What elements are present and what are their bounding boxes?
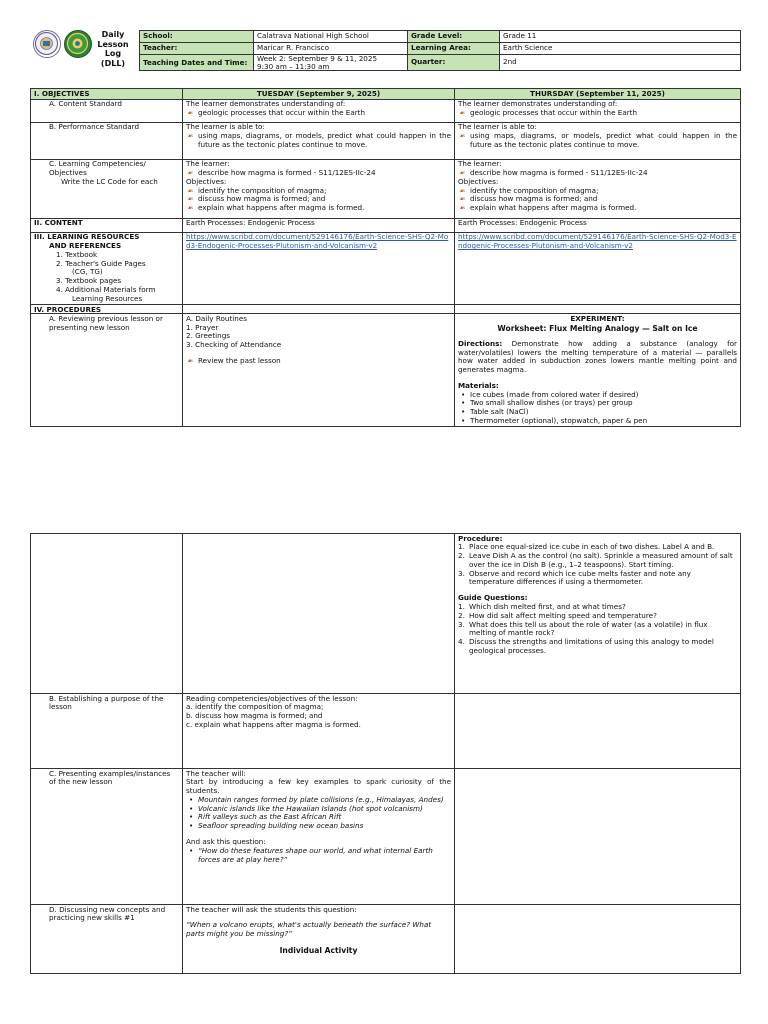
materials-label: Materials: xyxy=(458,380,499,390)
routine-item: A. Daily Routines xyxy=(186,313,247,323)
resource-link[interactable]: https://www.scribd.com/document/529146176/Earth-Science-SHS-Q2-Mod3-Endogenic-Processes-Plutonism-and-Volcanism-v2 xyxy=(458,232,737,251)
procedure-step-text: Observe and record which ice cube melts faster and note any temperature differences if using a thermometer. xyxy=(469,568,691,587)
teacher-label: Teacher: xyxy=(140,43,254,55)
learning-area-label: Learning Area: xyxy=(408,43,500,55)
routine-item: 3. Checking of Attendance xyxy=(186,340,282,350)
examples-intro-text: Start by introducing a few key examples to spark curiosity of the students. xyxy=(186,777,451,796)
procedure-step-text: Place one equal-sized ice cube in each of two dishes. Label A and B. xyxy=(469,542,715,552)
school-value: Calatrava National High School xyxy=(254,31,408,43)
procedures-thursday-blank xyxy=(455,305,741,314)
purpose-item: c. explain what happens after magma is formed. xyxy=(186,719,361,729)
discussion-question: • “How do these features shape our world, and what internal Earth forces are at play here?” xyxy=(186,847,451,865)
content-thursday: Earth Processes: Endogenic Process xyxy=(455,218,741,232)
example-item: • Seafloor spreading building new ocean basins xyxy=(186,822,451,831)
examples-intro: The teacher will: xyxy=(186,768,246,778)
establishing-purpose-tuesday xyxy=(183,694,455,769)
ask-question-intro: And ask this question: xyxy=(186,836,266,846)
learning-competencies-label xyxy=(31,159,183,218)
grade-level-label: Grade Level: xyxy=(408,31,500,43)
material-item: • Table salt (NaCl) xyxy=(458,408,737,417)
teacher-value: Maricar R. Francisco xyxy=(254,43,408,55)
thursday-heading: THURSDAY (September 11, 2025) xyxy=(455,89,741,100)
performance-standard-label: B. Performance Standard xyxy=(31,122,183,159)
discussing-concepts-tuesday xyxy=(183,905,455,974)
presenting-examples-label: C. Presenting examples/instances of the new lesson xyxy=(31,769,183,905)
resource-item: 4. Additional Materials form xyxy=(56,284,156,294)
guide-question: 4. Discuss the strengths and limitations of using this analogy to model geological processes. xyxy=(458,638,737,656)
cs-intro: The learner demonstrates understanding of: xyxy=(186,99,346,109)
learning-competencies-thursday xyxy=(455,159,741,218)
directions-paragraph xyxy=(458,340,737,375)
objective-item: ☙ identify the composition of magma; xyxy=(458,187,737,196)
ps-item: ☙ using maps, diagrams, or models, predict what could happen in the future as the tectonic plates continue to move. xyxy=(458,132,737,150)
guide-question-text: Which dish melted first, and at what times? xyxy=(469,601,626,611)
discussion-intro: The teacher will ask the students this question: xyxy=(186,904,357,914)
procedures-heading: IV. PROCEDURES xyxy=(31,305,183,314)
resources-heading-line: AND REFERENCES xyxy=(49,241,122,251)
dll-main-table-page1 xyxy=(30,88,741,427)
procedure-step-text: Leave Dish A as the control (no salt). Sprinkle a measured amount of salt over the ice in Dish B (e.g., 1–2 teaspoons). Start timing. xyxy=(469,551,733,569)
resource-item: (CG, TG) xyxy=(72,267,103,277)
objectives-heading: I. OBJECTIVES xyxy=(31,89,183,100)
objectives-label: Objectives: xyxy=(458,176,499,186)
procedure-step: 1. Place one equal-sized ice cube in each of two dishes. Label A and B. xyxy=(458,542,715,552)
guide-question-text: What does this tell us about the role of water (as a volatile) in flux melting of mantle rock? xyxy=(469,619,708,638)
teaching-dates-value xyxy=(254,55,408,71)
example-item: • Rift valleys such as the East African Rift xyxy=(186,813,451,822)
performance-standard-tuesday xyxy=(183,122,455,159)
experiment-continuation xyxy=(455,534,741,694)
objective-item: ☙ explain what happens after magma is formed. xyxy=(458,204,737,213)
directions-text: Demonstrate how adding a substance (analogy for water/volatiles) lowers the melting temperature of a material — parallels how water added in subduction zones lowers mantle melting point and generates magma. xyxy=(458,338,737,375)
dll-title-line: Lesson xyxy=(97,39,129,49)
ps-intro: The learner is able to: xyxy=(458,122,537,132)
resources-heading-line: III. LEARNING RESOURCES xyxy=(34,232,140,242)
cs-intro: The learner demonstrates understanding of: xyxy=(458,99,618,109)
deped-seal-logo xyxy=(33,30,61,58)
ps-item: ☙ using maps, diagrams, or models, predict what could happen in the future as the tectonic plates continue to move. xyxy=(186,132,451,150)
tuesday-heading: TUESDAY (September 9, 2025) xyxy=(183,89,455,100)
content-heading: II. CONTENT xyxy=(31,218,183,232)
lc-intro: The learner: xyxy=(458,159,502,169)
example-item: • Mountain ranges formed by plate collisions (e.g., Himalayas, Andes) xyxy=(186,796,451,805)
guide-question: 3. What does this tell us about the role of water (as a volatile) in flux melting of mantle rock? xyxy=(458,621,737,639)
experiment-title: EXPERIMENT: xyxy=(570,313,625,323)
resource-item: 3. Textbook pages xyxy=(56,276,122,286)
objective-item: ☙ explain what happens after magma is formed. xyxy=(186,204,451,213)
performance-standard-thursday xyxy=(455,122,741,159)
dll-title-line: (DLL) xyxy=(100,58,126,68)
learning-area-value: Earth Science xyxy=(500,43,741,55)
guide-question-text: Discuss the strengths and limitations of using this analogy to model geological processes. xyxy=(469,637,714,655)
experiment-subtitle: Worksheet: Flux Melting Analogy — Salt on Ice xyxy=(497,323,698,333)
content-standard-tuesday xyxy=(183,99,455,122)
purpose-item: b. discuss how magma is formed; and xyxy=(186,711,323,721)
content-standard-thursday xyxy=(455,99,741,122)
lc-label-line: C. Learning Competencies/ Objectives xyxy=(49,159,146,178)
dll-title-line: Log xyxy=(104,49,122,59)
discussing-concepts-label: D. Discussing new concepts and practicing new skills #1 xyxy=(31,905,183,974)
header-info-table xyxy=(139,30,741,71)
guide-question-text: How did salt affect melting speed and temperature? xyxy=(469,610,657,620)
school-label: School: xyxy=(140,31,254,43)
establishing-purpose-thursday xyxy=(455,694,741,769)
routine-item: 1. Prayer xyxy=(186,322,219,332)
individual-activity-heading: Individual Activity xyxy=(279,945,358,955)
establishing-purpose-label: B. Establishing a purpose of the lesson xyxy=(31,694,183,769)
procedure-label: Procedure: xyxy=(458,533,503,543)
school-seal-logo xyxy=(64,30,92,58)
resource-item: 2. Teacher's Guide Pages xyxy=(56,258,146,268)
objective-item: ☙ discuss how magma is formed; and xyxy=(458,195,737,204)
guide-question: 1. Which dish melted first, and at what times? xyxy=(458,601,626,611)
lc-item: ☙ describe how magma is formed - S11/12ES-IIc-24 xyxy=(186,169,451,178)
grade-level-value: Grade 11 xyxy=(500,31,741,43)
example-item: • Volcanic islands like the Hawaiian Islands (hot spot volcanism) xyxy=(186,805,451,814)
continuation-tuesday-blank xyxy=(183,534,455,694)
purpose-item: a. identify the composition of magma; xyxy=(186,702,324,712)
procedure-step: 3. Observe and record which ice cube melts faster and note any temperature differences if using a thermometer. xyxy=(458,570,737,588)
dll-main-table-page2 xyxy=(30,533,741,974)
teaching-time-line: 9:30 am – 11:30 am xyxy=(257,61,330,71)
routine-item: 2. Greetings xyxy=(186,331,231,341)
resources-tuesday xyxy=(183,232,455,304)
reviewing-lesson-label: A. Reviewing previous lesson or presenting new lesson xyxy=(31,314,183,427)
procedure-step: 2. Leave Dish A as the control (no salt). Sprinkle a measured amount of salt over the ice in Dish B (e.g., 1–2 teaspoons). Start timing. xyxy=(458,552,737,570)
guide-question: 2. How did salt affect melting speed and temperature? xyxy=(458,610,657,620)
cs-item: ☙ geologic processes that occur within the Earth xyxy=(186,109,451,118)
content-standard-label: A. Content Standard xyxy=(31,99,183,122)
presenting-examples-thursday xyxy=(455,769,741,905)
resource-item: Learning Resources xyxy=(72,293,143,303)
presenting-examples-tuesday xyxy=(183,769,455,905)
teaching-dates-label: Teaching Dates and Time: xyxy=(140,55,254,71)
dll-title xyxy=(93,30,133,68)
material-item: • Thermometer (optional), stopwatch, paper & pen xyxy=(458,417,737,426)
objective-item: ☙ discuss how magma is formed; and xyxy=(186,195,451,204)
lc-item: ☙ describe how magma is formed - S11/12ES-IIc-24 xyxy=(458,169,737,178)
guide-questions-label: Guide Questions: xyxy=(458,593,528,603)
reviewing-thursday xyxy=(455,314,741,427)
material-item: • Two small shallow dishes (or trays) per group xyxy=(458,399,737,408)
dll-title-line: Daily xyxy=(101,30,125,39)
content-tuesday: Earth Processes: Endogenic Process xyxy=(183,218,455,232)
quarter-label: Quarter: xyxy=(408,55,500,71)
continuation-label-blank xyxy=(31,534,183,694)
learning-competencies-tuesday xyxy=(183,159,455,218)
objective-item: ☙ identify the composition of magma; xyxy=(186,187,451,196)
purpose-intro: Reading competencies/objectives of the lesson: xyxy=(186,693,358,703)
lc-intro: The learner: xyxy=(186,159,230,169)
discussing-concepts-thursday xyxy=(455,905,741,974)
ps-intro: The learner is able to: xyxy=(186,122,265,132)
teaching-dates-line: Week 2: September 9 & 11, 2025 xyxy=(257,54,378,63)
directions-label: Directions: xyxy=(458,338,503,348)
quarter-value: 2nd xyxy=(500,55,741,71)
lc-label-line: Write the LC Code for each xyxy=(61,176,158,186)
resource-item: 1. Textbook xyxy=(56,249,98,259)
volcano-question: “When a volcano erupts, what's actually beneath the surface? What parts might you be missing?” xyxy=(186,920,432,939)
review-item: ☙ Review the past lesson xyxy=(186,357,451,366)
material-item: • Ice cubes (made from colored water if desired) xyxy=(458,391,737,400)
resource-link[interactable]: https://www.scribd.com/document/529146176/Earth-Science-SHS-Q2-Mod3-Endogenic-Processes-Plutonism-and-Volcanism-v2 xyxy=(186,232,449,251)
procedures-tuesday-blank xyxy=(183,305,455,314)
resources-thursday xyxy=(455,232,741,304)
objectives-label: Objectives: xyxy=(186,176,227,186)
learning-resources-label xyxy=(31,232,183,304)
cs-item: ☙ geologic processes that occur within the Earth xyxy=(458,109,737,118)
reviewing-tuesday xyxy=(183,314,455,427)
